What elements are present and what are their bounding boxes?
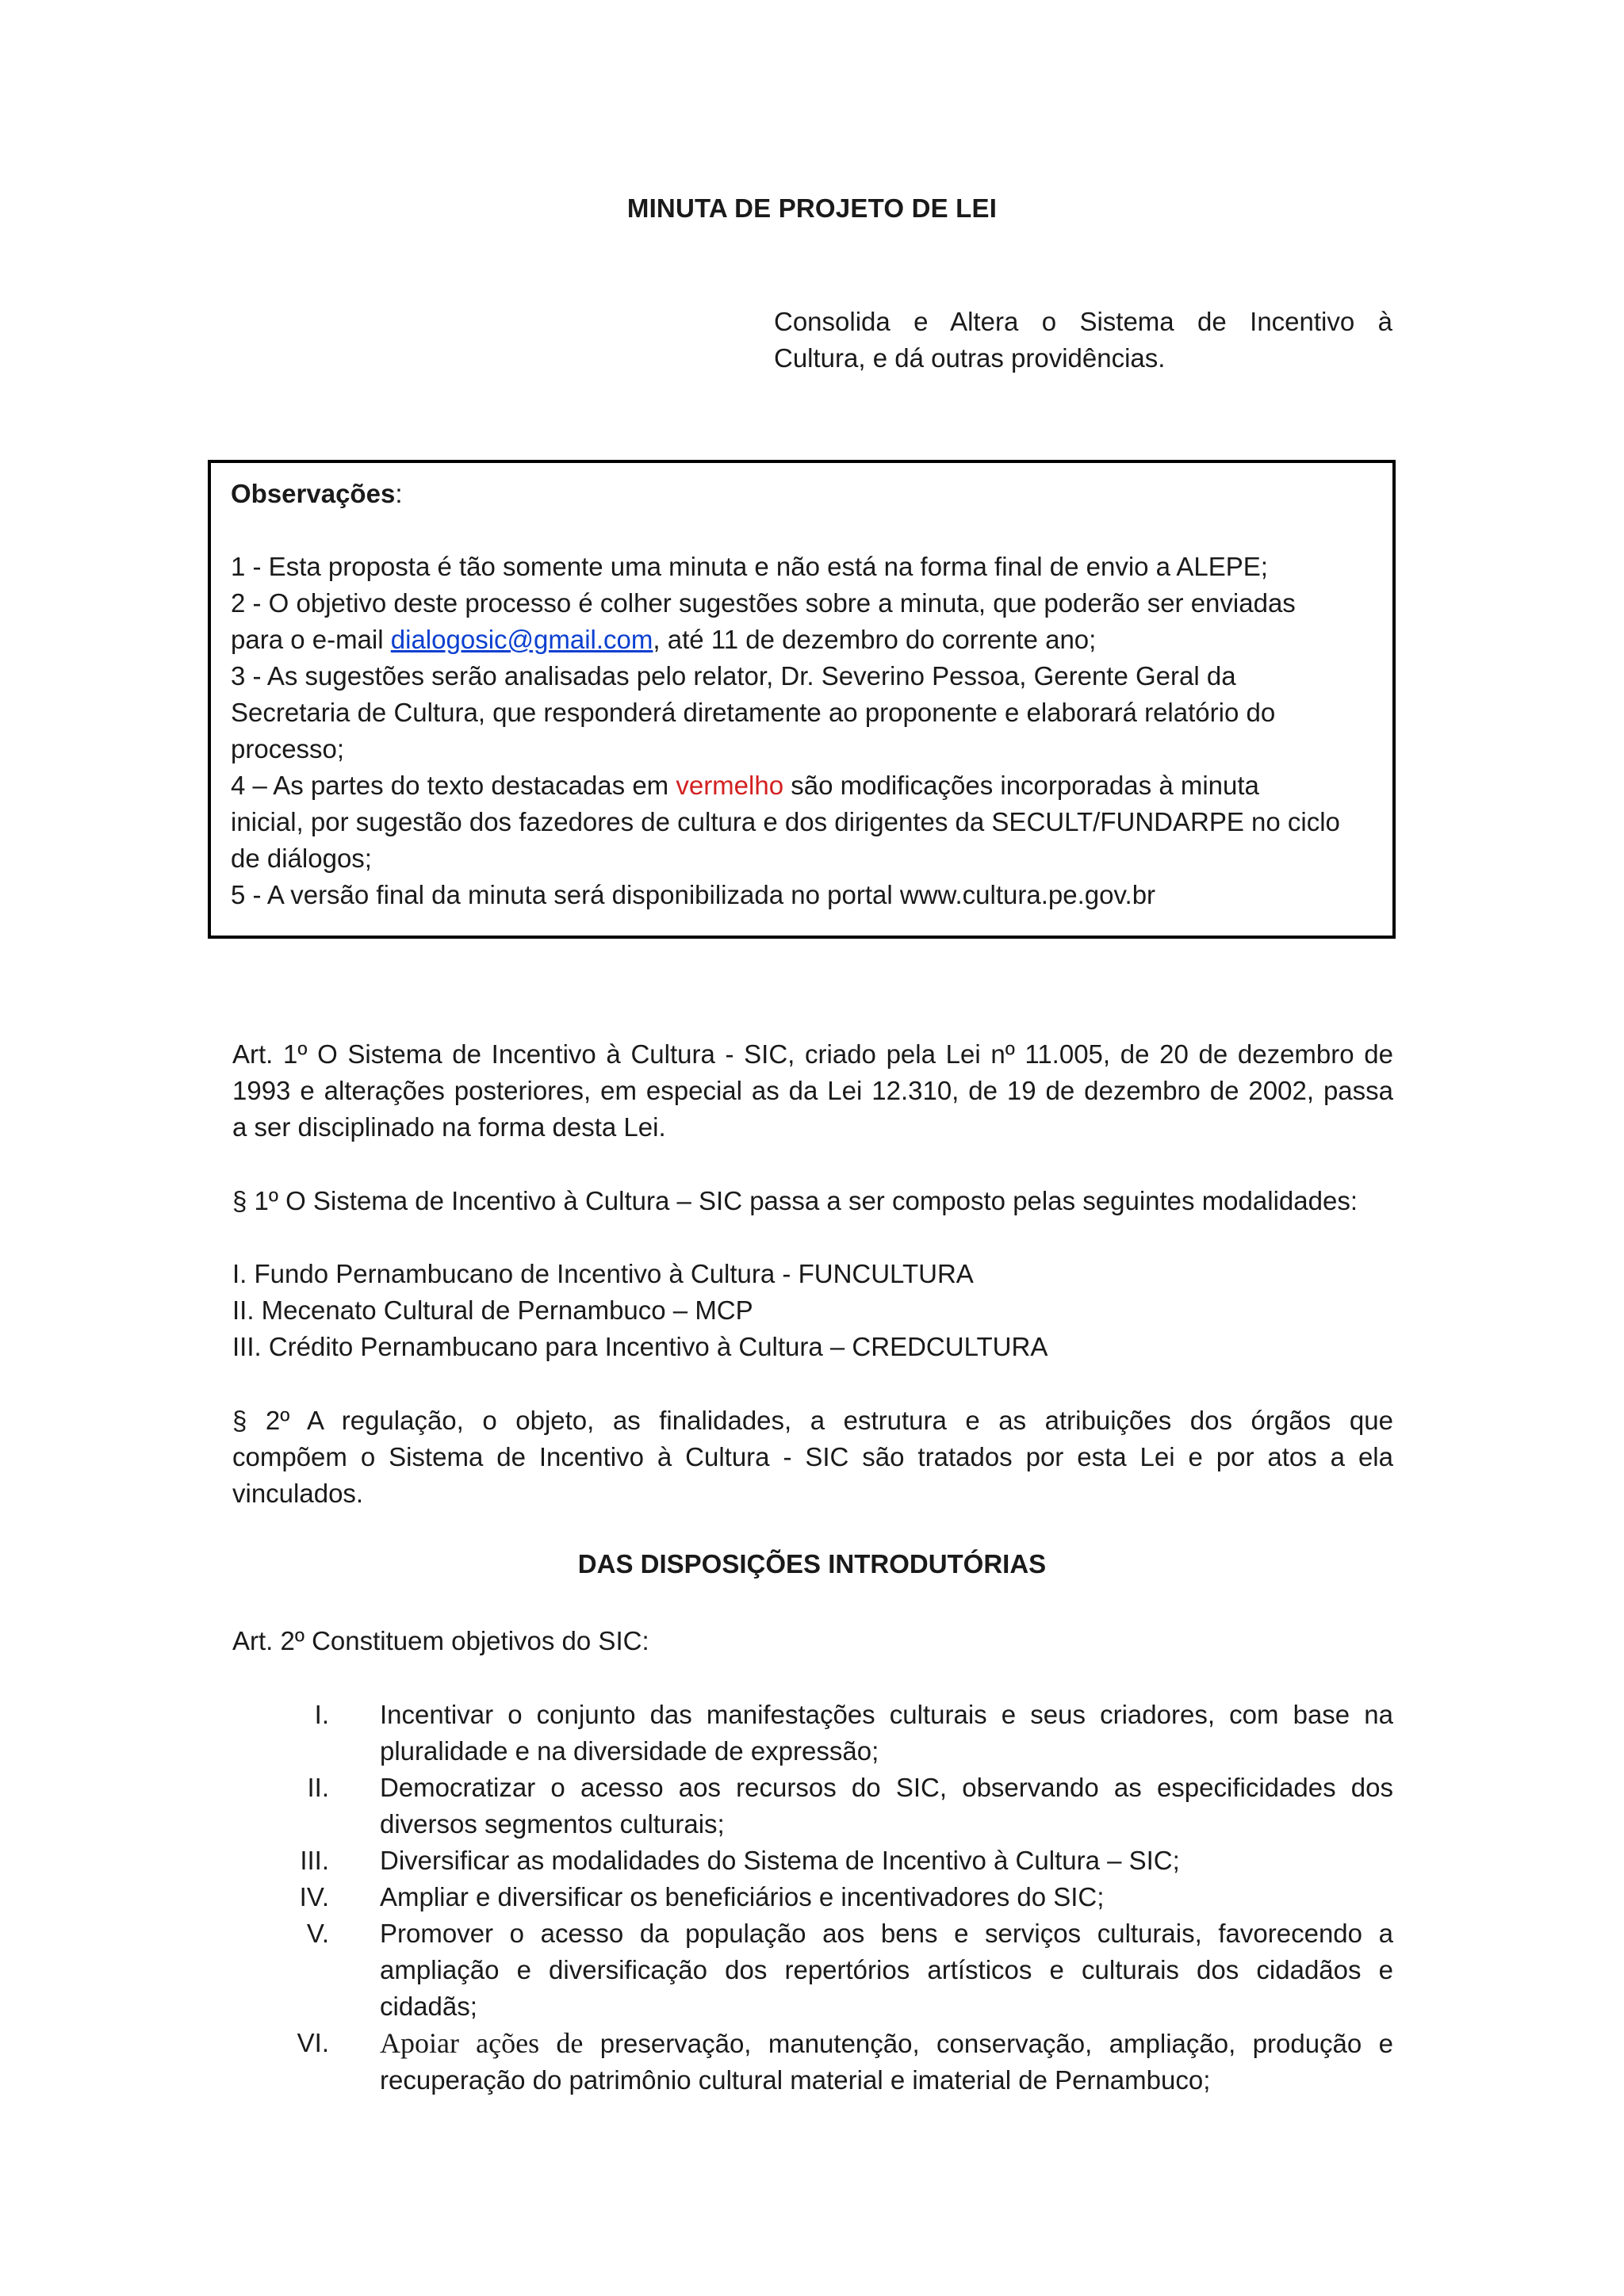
observacao-text: , até 11 de dezembro do corrente ano; bbox=[653, 625, 1097, 654]
objective-line: cidadãs; bbox=[380, 1992, 477, 2021]
objective-line: Democratizar o acesso aos recursos do SIC, observando as especificidades dos bbox=[380, 1773, 1393, 1802]
observacao-item-2-line: 2 - O objetivo deste processo é colher sugestões sobre a minuta, que poderão ser enviadas bbox=[231, 588, 1296, 618]
observacoes-box bbox=[208, 460, 1396, 939]
observacoes-heading-colon: : bbox=[395, 479, 403, 508]
objective-line: Promover o acesso da população aos bens e serviços culturais, favorecendo a bbox=[380, 1919, 1393, 1948]
section-title: DAS DISPOSIÇÕES INTRODUTÓRIAS bbox=[577, 1549, 1047, 1578]
observacao-item-4-line bbox=[231, 767, 1373, 804]
email-link[interactable]: dialogosic@gmail.com bbox=[390, 625, 653, 654]
objective-item bbox=[232, 1915, 1393, 2025]
objective-item bbox=[232, 1879, 1393, 1915]
objective-item bbox=[232, 1843, 1393, 1879]
objective-line bbox=[380, 2025, 1393, 2062]
art1-par1 bbox=[232, 1183, 1393, 1219]
objective-line: ampliação e diversificação dos repertórios artísticos e culturais dos cidadãos e bbox=[380, 1955, 1393, 1984]
art1-line: 1993 e alterações posteriores, em especial as da Lei 12.310, de 19 de dezembro de 2002, passa bbox=[232, 1076, 1393, 1105]
objective-line: diversos segmentos culturais; bbox=[380, 1809, 725, 1839]
observacao-item-3-line: 3 - As sugestões serão analisadas pelo relator, Dr. Severino Pessoa, Gerente Geral da bbox=[231, 661, 1236, 691]
art1-line: Art. 1º O Sistema de Incentivo à Cultura - SIC, criado pela Lei nº 11.005, de 20 de dezembro de bbox=[232, 1039, 1393, 1069]
red-highlight-word: vermelho bbox=[676, 771, 784, 800]
objective-line: recuperação do patrimônio cultural material e imaterial de Pernambuco; bbox=[380, 2065, 1211, 2095]
art1-par2-line: § 2º A regulação, o objeto, as finalidades, a estrutura e as atribuições dos órgãos que bbox=[232, 1406, 1393, 1435]
modalidade-item: II. Mecenato Cultural de Pernambuco – MCP bbox=[232, 1295, 753, 1325]
observacao-item-3-line: Secretaria de Cultura, que responderá diretamente ao proponente e elaborará relatório do bbox=[231, 698, 1276, 727]
observacao-text: para o e-mail bbox=[231, 625, 391, 654]
observacao-text: são modificações incorporadas à minuta bbox=[783, 771, 1259, 800]
ementa-line: Consolida e Altera o Sistema de Incentivo à bbox=[774, 307, 1392, 336]
objective-item bbox=[232, 1770, 1393, 1843]
objective-number: II. bbox=[307, 1773, 329, 1802]
objective-line: Diversificar as modalidades do Sistema de Incentivo à Cultura – SIC; bbox=[380, 1846, 1180, 1875]
art1-par2-line: vinculados. bbox=[232, 1479, 364, 1508]
art1-par1-text: § 1º O Sistema de Incentivo à Cultura – SIC passa a ser composto pelas seguintes modalidades: bbox=[232, 1186, 1358, 1215]
ementa-line: Cultura, e dá outras providências. bbox=[774, 343, 1166, 373]
observacao-item-4-line: de diálogos; bbox=[231, 844, 372, 873]
art2-intro bbox=[232, 1623, 1393, 1659]
ementa bbox=[774, 304, 1392, 377]
objective-text: preservação, manutenção, conservação, ampliação, produção e bbox=[583, 2029, 1394, 2058]
objective-number: IV. bbox=[299, 1882, 329, 1911]
observacao-item-3-line: processo; bbox=[231, 734, 345, 763]
page-title: MINUTA DE PROJETO DE LEI bbox=[626, 193, 998, 223]
observacoes-heading bbox=[231, 476, 1373, 512]
objective-number: III. bbox=[300, 1846, 329, 1875]
art2-intro-text: Art. 2º Constituem objetivos do SIC: bbox=[232, 1626, 649, 1655]
objective-line: pluralidade e na diversidade de expressão; bbox=[380, 1736, 879, 1766]
observacao-item-5: 5 - A versão final da minuta será disponibilizada no portal www.cultura.pe.gov.br bbox=[231, 880, 1156, 909]
objective-number: I. bbox=[314, 1700, 329, 1729]
observacao-item-4-line: inicial, por sugestão dos fazedores de cultura e dos dirigentes da SECULT/FUNDARPE no ciclo bbox=[231, 807, 1340, 836]
art1-par2 bbox=[232, 1402, 1393, 1512]
objective-line: Incentivar o conjunto das manifestações culturais e seus criadores, com base na bbox=[380, 1700, 1393, 1729]
art2-objectives-list bbox=[232, 1697, 1393, 2099]
objective-item bbox=[232, 2025, 1393, 2099]
objective-line: Ampliar e diversificar os beneficiários e incentivadores do SIC; bbox=[380, 1882, 1105, 1911]
modalidade-item: I. Fundo Pernambucano de Incentivo à Cultura - FUNCULTURA bbox=[232, 1259, 974, 1288]
objective-item bbox=[232, 1697, 1393, 1770]
objective-number: V. bbox=[306, 1919, 329, 1948]
observacao-item-2-line bbox=[231, 622, 1373, 658]
art1-paragraph bbox=[232, 1036, 1393, 1146]
art1-par2-line: compõem o Sistema de Incentivo à Cultura - SIC são tratados por esta Lei e por atos a ela bbox=[232, 1442, 1393, 1471]
observacoes-heading-text: Observações bbox=[231, 479, 396, 508]
objective-number: VI. bbox=[297, 2028, 329, 2057]
observacao-item-1: 1 - Esta proposta é tão somente uma minuta e não está na forma final de envio a ALEPE; bbox=[231, 552, 1268, 581]
observacao-text: 4 – As partes do texto destacadas em bbox=[231, 771, 676, 800]
modalidade-item: III. Crédito Pernambucano para Incentivo à Cultura – CREDCULTURA bbox=[232, 1332, 1048, 1361]
art1-line: a ser disciplinado na forma desta Lei. bbox=[232, 1112, 666, 1142]
serif-text: Apoiar ações de bbox=[380, 2027, 584, 2059]
modalidades-list bbox=[232, 1256, 1393, 1365]
